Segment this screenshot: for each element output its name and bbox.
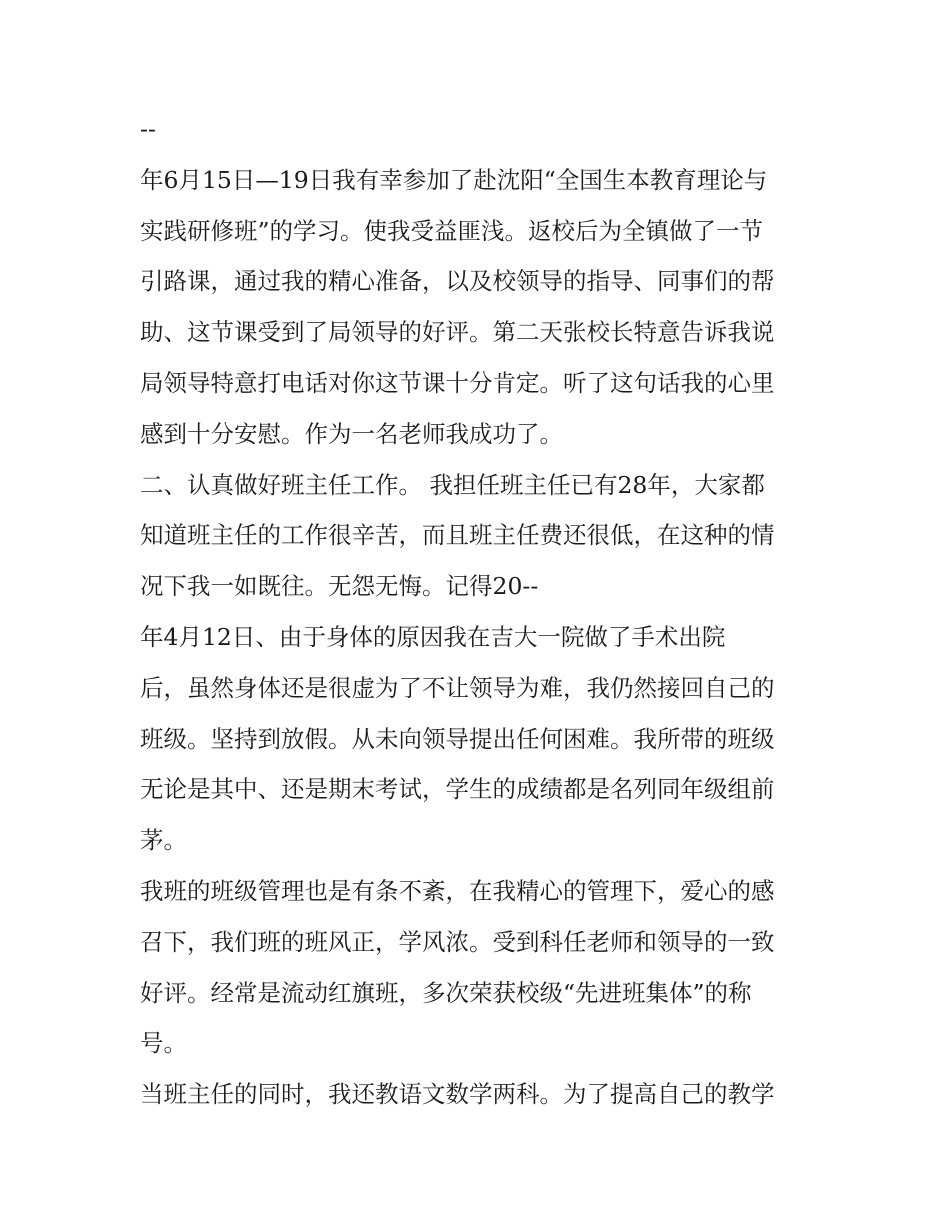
text-line: 引路课，通过我的精心准备，以及校领导的指导、同事们的帮 [140, 267, 775, 296]
document-body [140, 104, 830, 1120]
text-line: 年6月15日—19日我有幸参加了赴沈阳“全国生本教育理论与 [140, 165, 768, 194]
text-line: 号。 [140, 1029, 187, 1058]
text-line: 当班主任的同时，我还教语文数学两科。为了提高自己的教学 [140, 1080, 775, 1109]
text-line: 召下，我们班的班风正，学风浓。受到科任老师和领导的一致 [140, 927, 775, 956]
text-line: 年4月12日、由于身体的原因我在吉大一院做了手术出院 [140, 622, 726, 651]
text-line: 班级。坚持到放假。从未向领导提出任何困难。我所带的班级 [140, 724, 775, 753]
text-line: 况下我一如既往。无怨无悔。记得20-- [140, 572, 539, 601]
text-line: 实践研修班”的学习。使我受益匪浅。返校后为全镇做了一节 [140, 216, 764, 245]
text-line: 知道班主任的工作很辛苦，而且班主任费还很低，在这种的情 [140, 521, 775, 550]
text-line: 后，虽然身体还是很虚为了不让领导为难，我仍然接回自己的 [140, 673, 775, 702]
text-line: 无论是其中、还是期末考试，学生的成绩都是名列同年级组前 [140, 775, 775, 804]
text-line: 我班的班级管理也是有条不紊，在我精心的管理下，爱心的感 [140, 876, 775, 905]
text-line: -- [140, 115, 156, 143]
text-line: 二、认真做好班主任工作。 我担任班主任已有28年，大家都 [140, 470, 765, 499]
text-line: 局领导特意打电话对你这节课十分肯定。听了这句话我的心里 [140, 368, 775, 397]
text-line: 好评。经常是流动红旗班，多次荣获校级“先进班集体”的称 [140, 978, 752, 1007]
text-line: 助、这节课受到了局领导的好评。第二天张校长特意告诉我说 [140, 318, 775, 347]
text-line: 茅。 [140, 826, 187, 855]
text-line: 感到十分安慰。作为一名老师我成功了。 [140, 419, 563, 448]
